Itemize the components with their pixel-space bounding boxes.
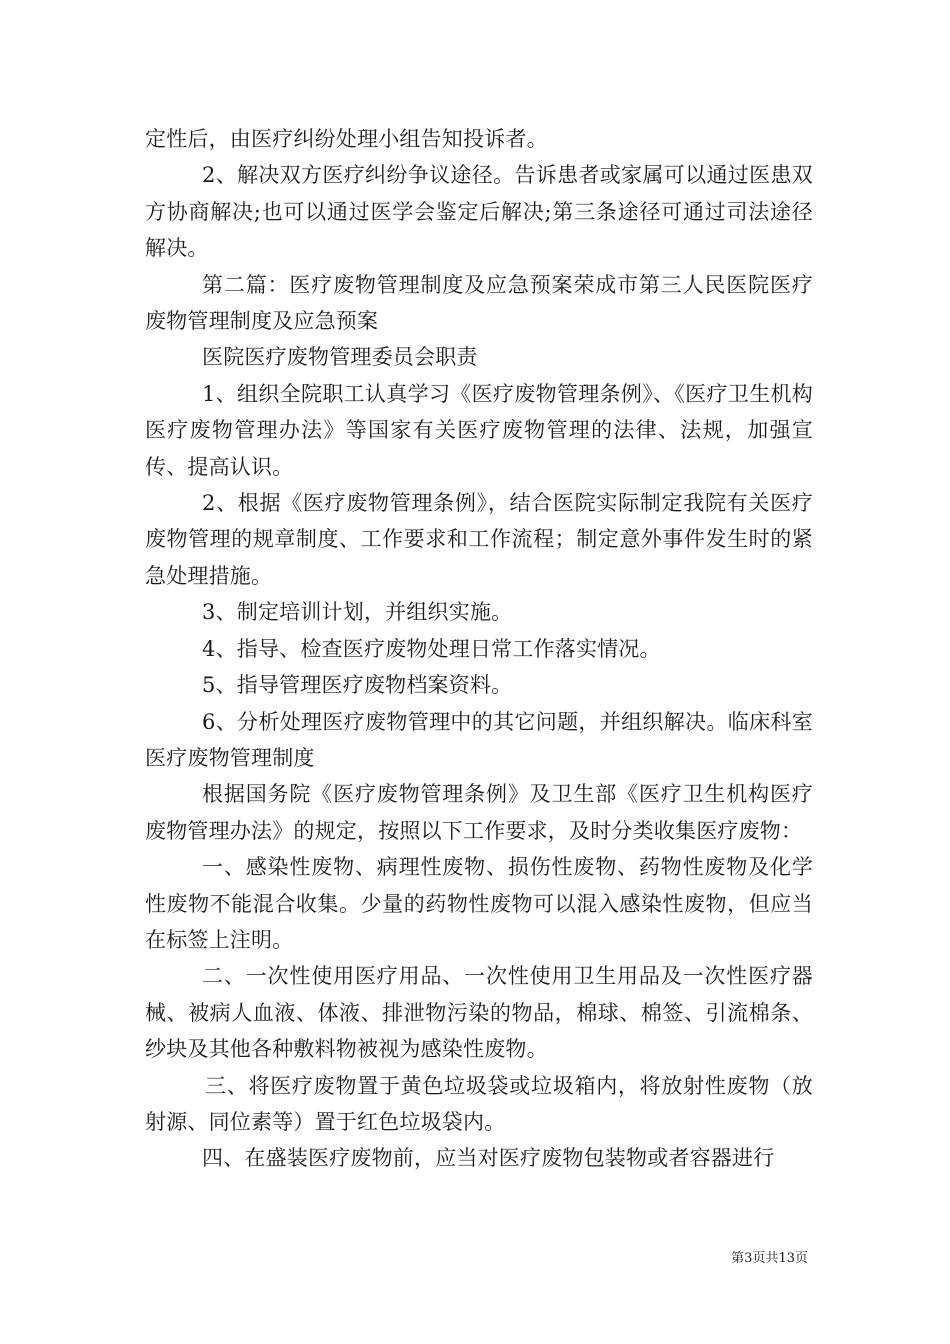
- paragraph: 2、解决双方医疗纠纷争议途径。告诉患者或家属可以通过医患双方协商解决;也可以通过医学会鉴定后解决;第三条途径可通过司法途径解决。: [145, 163, 813, 261]
- paragraph: 5、指导管理医疗废物档案资料。: [202, 673, 513, 698]
- paragraph: 6、分析处理医疗废物管理中的其它问题，并组织解决。临床科室医疗废物管理制度: [145, 709, 813, 770]
- paragraph: 一、感染性废物、病理性废物、损伤性废物、药物性废物及化学性废物不能混合收集。少量的药物性废物可以混入感染性废物，但应当在标签上注明。: [145, 855, 813, 952]
- paragraph: 4、指导、检查医疗废物处理日常工作落实情况。: [202, 636, 661, 661]
- paragraph: 定性后，由医疗纠纷处理小组告知投诉者。: [145, 127, 548, 151]
- section-heading: 第二篇：医疗废物管理制度及应急预案荣成市第三人民医院医疗废物管理制度及应急预案: [145, 272, 813, 334]
- document-body: [145, 121, 813, 1177]
- paragraph: 医院医疗废物管理委员会职责: [202, 345, 478, 370]
- paragraph: 二、一次性使用医疗用品、一次性使用卫生用品及一次性医疗器械、被病人血液、体液、排泄物污染的物品，棉球、棉签、引流棉条、纱块及其他各种敷料物被视为感染性废物。: [145, 964, 813, 1062]
- paragraph: 根据国务院《医疗废物管理条例》及卫生部《医疗卫生机构医疗废物管理办法》的规定，按照以下工作要求，及时分类收集医疗废物：: [145, 782, 813, 843]
- paragraph: 3、制定培训计划，并组织实施。: [202, 600, 513, 625]
- paragraph: 四、在盛装医疗废物前，应当对医疗废物包装物或者容器进行: [202, 1146, 775, 1171]
- paragraph: 三、将医疗废物置于黄色垃圾袋或垃圾箱内，将放射性废物（放射源、同位素等）置于红色垃圾袋内。: [145, 1073, 813, 1134]
- paragraph: 2、根据《医疗废物管理条例》，结合医院实际制定我院有关医疗废物管理的规章制度、工作要求和工作流程；制定意外事件发生时的紧急处理措施。: [145, 491, 813, 588]
- page-number: 第3页共13页: [731, 1251, 808, 1266]
- paragraph: 1、组织全院职工认真学习《医疗废物管理条例》、《医疗卫生机构医疗废物管理办法》等国家有关医疗废物管理的法律、法规，加强宣传、提高认识。: [145, 381, 813, 479]
